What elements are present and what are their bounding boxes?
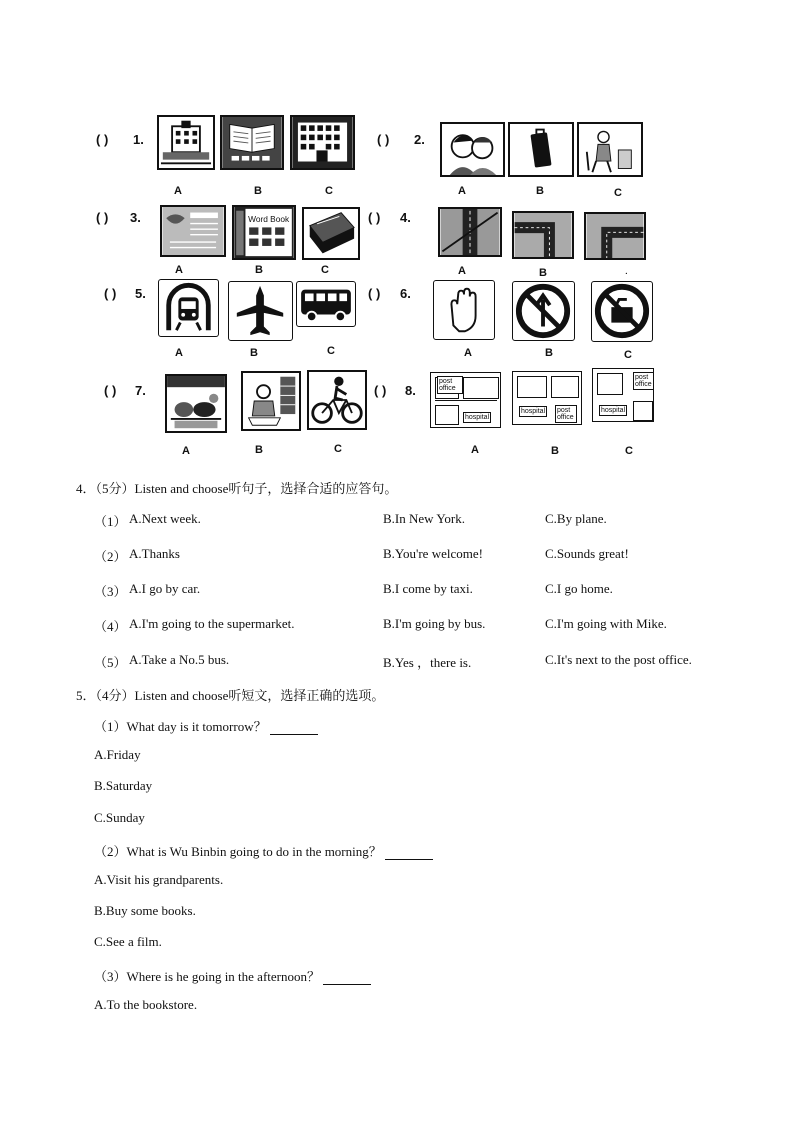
picture-4c-road-turn[interactable] (584, 212, 646, 260)
post-office-label: post office (633, 372, 654, 390)
map-block (633, 401, 653, 421)
picture-7c-cycling[interactable] (307, 370, 367, 430)
question-text: （2）What is Wu Binbin going to do in the morning？ (94, 844, 382, 859)
hospital-label: hospital (601, 407, 626, 414)
stray-mark: . (625, 265, 628, 277)
option-c[interactable]: C.See a film. (94, 934, 162, 949)
hospital-label: hospital (521, 408, 546, 415)
map-block (551, 376, 579, 398)
picture-6c-no-littering-sign[interactable] (591, 281, 653, 342)
option-letter: C (327, 345, 335, 357)
option-b[interactable]: B.Yes ，there is. (383, 655, 472, 670)
option-letter: C (625, 445, 633, 457)
map-block (597, 373, 623, 395)
picture-3c-book[interactable] (302, 207, 360, 260)
bicycle-icon (309, 372, 365, 428)
picture-4b-road-turn[interactable] (512, 211, 574, 259)
option-letter: A (175, 264, 183, 276)
map-block (435, 405, 459, 425)
item-number: （1） (94, 514, 127, 529)
question-text: （1）What day is it tomorrow？ (94, 719, 267, 734)
postcard-icon (162, 207, 224, 255)
option-c[interactable]: C.It's next to the post office. (545, 652, 692, 667)
street-arrow (435, 400, 497, 401)
picture-6b-no-straight-sign[interactable] (512, 281, 575, 341)
option-c[interactable]: C.Sunday (94, 810, 145, 825)
option-b[interactable]: B.Buy some books. (94, 903, 196, 918)
item-number: （3） (94, 584, 127, 599)
option-letter: B (254, 185, 262, 197)
option-a[interactable]: A.Thanks (129, 546, 180, 561)
picture-7b-reading[interactable] (241, 371, 301, 431)
question-text: （3）Where is he going in the afternoon？ (94, 969, 320, 984)
open-book-icon (222, 117, 282, 168)
answer-blank-2[interactable]: ( ) (377, 132, 390, 147)
picture-1a-building[interactable] (157, 115, 215, 170)
post-office-label: post office (437, 376, 463, 394)
answer-blank[interactable] (323, 972, 371, 985)
option-b[interactable]: B.I come by taxi. (383, 581, 473, 596)
option-letter: C (321, 264, 329, 276)
option-c[interactable]: C.I go home. (545, 581, 613, 596)
option-b[interactable]: B.Saturday (94, 778, 153, 793)
option-letter: B (536, 185, 544, 197)
picture-1b-book[interactable] (220, 115, 284, 170)
option-c[interactable]: C.I'm going with Mike. (545, 616, 667, 631)
post-office-label: post office (555, 405, 577, 423)
question-number-3: 3. (130, 210, 141, 225)
option-letter: B (551, 445, 559, 457)
people-icon (442, 124, 503, 175)
subway-icon (159, 280, 218, 336)
road-turn-icon (514, 213, 572, 257)
option-b[interactable]: B.You're welcome! (383, 546, 483, 561)
option-a[interactable]: A.I go by car. (129, 581, 201, 596)
option-letter: B (545, 347, 553, 359)
picture-3a-postcard[interactable] (160, 205, 226, 257)
picture-5c-bus[interactable] (296, 281, 356, 327)
question-number-6: 6. (400, 286, 411, 301)
picture-8b-map[interactable] (512, 371, 582, 425)
option-letter: B (539, 267, 547, 279)
plane-icon (229, 282, 292, 340)
question-number-5: 5. (135, 286, 146, 301)
picture-4a-road-crossed[interactable] (438, 207, 502, 257)
book-icon (304, 209, 358, 258)
option-a[interactable]: A.Visit his grandparents. (94, 872, 224, 887)
item-number: （2） (94, 549, 127, 564)
item-number: （5） (94, 655, 127, 670)
hospital-label: hospital (465, 414, 490, 421)
option-a[interactable]: A.Next week. (129, 511, 201, 526)
option-letter: A (182, 445, 190, 457)
reading-icon (243, 373, 299, 429)
building-icon (159, 117, 213, 168)
section-5-heading: 5．（4分）Listen and choose听短文，选择正确的选项。 (76, 688, 385, 703)
option-a[interactable]: A.To the bookstore. (94, 997, 198, 1012)
option-b[interactable]: B.I'm going by bus. (383, 616, 486, 631)
picture-2a-people[interactable] (440, 122, 505, 177)
map-block (463, 377, 499, 399)
option-letter: A (471, 444, 479, 456)
option-a[interactable]: A.Take a No.5 bus. (129, 652, 230, 667)
picture-3b-word-book[interactable] (232, 205, 296, 260)
no-littering-icon (592, 282, 652, 341)
option-letter: A (174, 185, 182, 197)
question-number-8: 8. (405, 383, 416, 398)
word-book-title: Word Book (248, 213, 290, 224)
answer-blank-4[interactable]: ( ) (368, 210, 381, 225)
hand-icon (434, 281, 494, 339)
suitcase-icon (510, 124, 572, 175)
question-5-1 (94, 716, 318, 735)
question-number-4: 4. (400, 210, 411, 225)
picture-8a-map[interactable] (430, 372, 501, 428)
word-book-icon (234, 207, 294, 258)
answer-blank-6[interactable]: ( ) (368, 286, 381, 301)
bus-icon (297, 282, 355, 326)
answer-blank[interactable] (385, 847, 433, 860)
option-letter: C (614, 187, 622, 199)
option-letter: C (325, 185, 333, 197)
option-letter: C (334, 443, 342, 455)
road-turn-icon (586, 214, 644, 258)
answer-blank[interactable] (270, 722, 318, 735)
option-letter: C (624, 349, 632, 361)
answer-blank-5[interactable]: ( ) (104, 286, 117, 301)
picture-6a-stop-hand[interactable] (433, 280, 495, 340)
picture-5a-subway[interactable] (158, 279, 219, 337)
question-number-2: 2. (414, 132, 425, 147)
no-straight-ahead-icon (513, 282, 574, 340)
item-number: （4） (94, 619, 127, 634)
question-5-3 (94, 966, 371, 985)
picture-1c-office-building[interactable] (290, 115, 355, 170)
road-icon (440, 209, 500, 255)
option-letter: B (255, 444, 263, 456)
map-block (517, 376, 547, 398)
office-building-icon (292, 117, 353, 168)
option-letter: A (458, 265, 466, 277)
picture-2c-cleaner[interactable] (577, 122, 643, 177)
picture-8c-map[interactable] (592, 368, 654, 422)
question-number-1: 1. (133, 132, 144, 147)
option-letter: B (250, 347, 258, 359)
option-b[interactable]: B.In New York. (383, 511, 465, 526)
option-letter: A (464, 347, 472, 359)
answer-blank-8[interactable]: ( ) (374, 383, 387, 398)
answer-blank-1[interactable]: ( ) (96, 132, 109, 147)
option-letter: A (458, 185, 466, 197)
section-4-heading: 4．（5分）Listen and choose听句子，选择合适的应答句。 (76, 481, 398, 496)
cleaner-icon (579, 124, 641, 175)
option-a[interactable]: A.I'm going to the supermarket. (129, 616, 295, 631)
picture-7a-cooking[interactable] (165, 374, 227, 433)
answer-blank-7[interactable]: ( ) (104, 383, 117, 398)
option-letter: A (175, 347, 183, 359)
option-letter: B (255, 264, 263, 276)
answer-blank-3[interactable]: ( ) (96, 210, 109, 225)
picture-2b-suitcase[interactable] (508, 122, 574, 177)
question-5-2 (94, 841, 433, 860)
option-a[interactable]: A.Friday (94, 747, 141, 762)
picture-5b-plane[interactable] (228, 281, 293, 341)
option-c[interactable]: C.By plane. (545, 511, 607, 526)
option-c[interactable]: C.Sounds great! (545, 546, 629, 561)
question-number-7: 7. (135, 383, 146, 398)
cooking-icon (167, 376, 225, 431)
